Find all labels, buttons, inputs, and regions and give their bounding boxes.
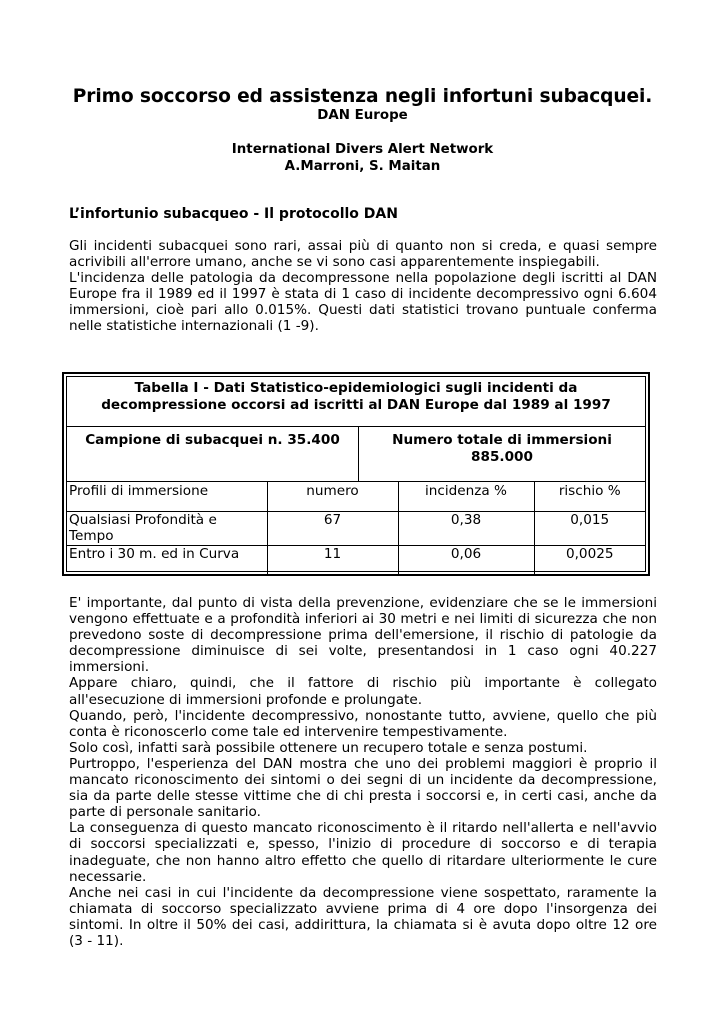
- organization-name: International Divers Alert Network: [231, 142, 494, 157]
- row-profile-cell: Entro i 30 m. ed in Curva: [67, 545, 267, 575]
- body-paragraph-2: Appare chiaro, quindi, che il fattore di rischio più importante è collegato all'esecuzione di immersioni profonde e prolungate.: [69, 675, 657, 708]
- table-caption-line-1: Tabella I - Dati Statistico-epidemiologici sugli incidenti da: [134, 380, 578, 396]
- column-header-incidence: incidenza %: [398, 481, 534, 511]
- table-summary-row: [67, 427, 645, 482]
- row-risk-cell: 0,015: [534, 511, 645, 545]
- statistics-table-frame: [62, 372, 650, 576]
- body-paragraph-1: E' importante, dal punto di vista della prevenzione, evidenziare che se le immersioni vengono effettuate e a profondità inferiori ai 30 metri e nei limiti di sicurezza che non prevedono soste di decompressione prima dell'emersione, il rischio di patologie da decompressione diminuisce di sei volte, presentandosi in 1 caso ogni 40.227 immersioni.: [69, 595, 657, 676]
- column-header-profile: Profili di immersione: [67, 481, 267, 511]
- authors: A.Marroni, S. Maitan: [284, 159, 441, 174]
- intro-text: [69, 238, 657, 335]
- table-row: [67, 545, 645, 575]
- table-caption-line-2: decompressione occorsi ad iscritti al DAN Europe dal 1989 al 1997: [101, 397, 611, 413]
- body-paragraph-7: Anche nei casi in cui l'incidente da decompressione viene sospettato, raramente la chiamata di soccorso specializzato avviene prima di 4 ore dopo l'insorgenza dei sintomi. In oltre il 50% dei casi, addirittura, la chiamata si è avuta dopo oltre 12 ore (3 - 11).: [69, 884, 657, 949]
- body-paragraph-6: La conseguenza di questo mancato riconoscimento è il ritardo nell'allerta e nell'avvio di soccorsi specializzati e, spesso, l'inizio di procedure di soccorso e di terapia inadeguate, che non hanno altro effetto che quello di ritardare ulteriormente le cure necessarie.: [69, 820, 657, 885]
- intro-paragraph-1: Gli incidenti subacquei sono rari, assai più di quanto non si creda, e quasi sempre acrivibili all'errore umano, anche se vi sono casi apparentemente inspiegabili.: [69, 238, 657, 271]
- profiles-table: [67, 481, 645, 576]
- table-header-row: [67, 481, 645, 511]
- column-header-count: numero: [267, 481, 398, 511]
- table-caption: [67, 377, 645, 427]
- table-row: [67, 511, 645, 545]
- total-dives-label: Numero totale di immersioni: [392, 432, 612, 448]
- document-title: Primo soccorso ed assistenza negli infortuni subacquei.: [72, 86, 653, 107]
- sample-size-cell: Campione di subacquei n. 35.400: [67, 427, 359, 481]
- intro-paragraph-2: L'incidenza delle patologia da decompressone nella popolazione degli iscritti al DAN Europe fra il 1989 ed il 1997 è stata di 1 caso di incidente decompressivo ogni 6.604 immersioni, cioè pari allo 0.015%. Questi dati statistici trovano puntuale conferma nelle statistiche internazionali (1 -9).: [69, 270, 657, 335]
- body-text: [69, 595, 657, 949]
- statistics-table: [66, 376, 646, 572]
- body-paragraph-5: Purtroppo, l'esperienza del DAN mostra che uno dei problemi maggiori è proprio il mancato riconoscimento dei sintomi o dei segni di un incidente da decompressione, sia da parte delle stesse vittime che di chi presta i soccorsi e, in certi casi, anche da parte di personale sanitario.: [69, 755, 657, 821]
- total-dives-value: 885.000: [471, 449, 533, 465]
- row-incidence-cell: 0,06: [398, 545, 534, 575]
- section-heading: L’infortunio subacqueo - Il protocollo DAN: [69, 206, 398, 222]
- row-profile-cell: Qualsiasi Profondità e Tempo: [67, 511, 267, 545]
- row-incidence-cell: 0,38: [398, 511, 534, 545]
- row-risk-cell: 0,0025: [534, 545, 645, 575]
- total-dives-cell: [359, 427, 645, 481]
- column-header-risk: rischio %: [534, 481, 645, 511]
- body-paragraph-4: Solo così, infatti sarà possibile ottenere un recupero totale e senza postumi.: [69, 739, 588, 756]
- body-paragraph-3: Quando, però, l'incidente decompressivo, nonostante tutto, avviene, quello che più conta è riconoscerlo come tale ed intervenire tempestivamente.: [69, 707, 657, 740]
- row-count-cell: 67: [267, 511, 398, 545]
- row-count-cell: 11: [267, 545, 398, 575]
- document-subtitle: DAN Europe: [317, 108, 408, 123]
